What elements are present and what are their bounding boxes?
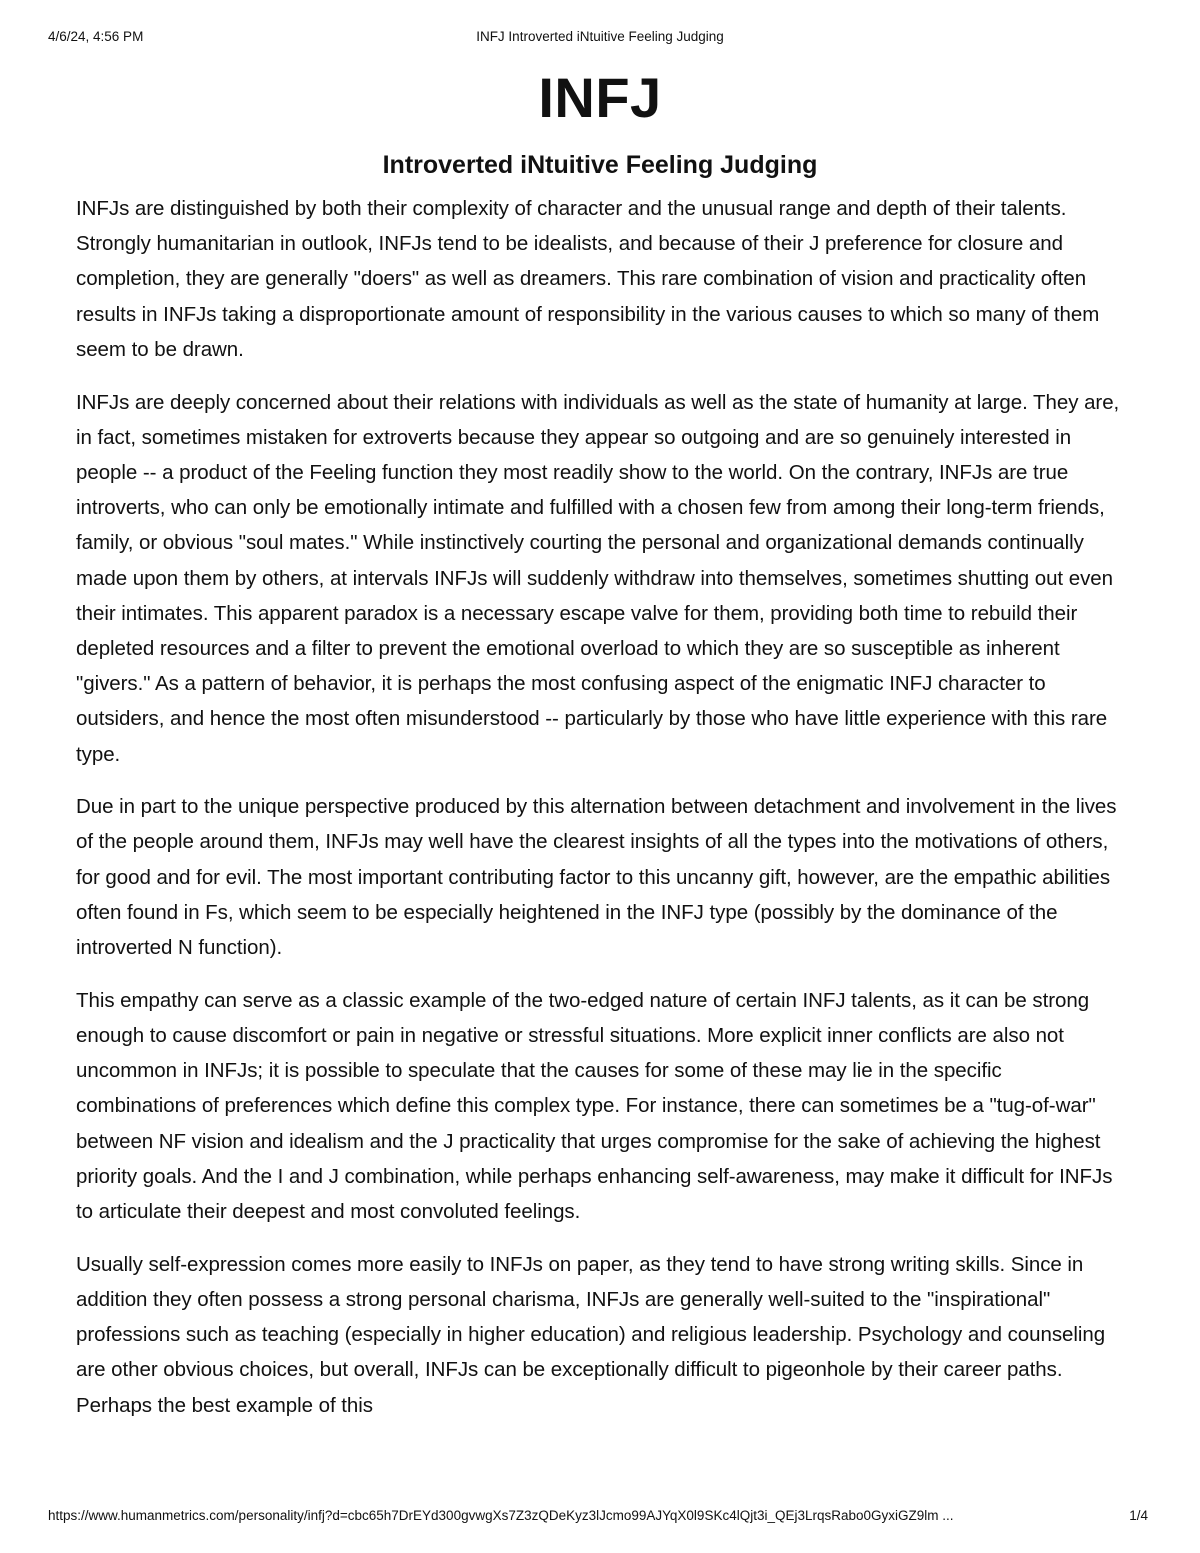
page-number: 1/4 [1129,1508,1148,1523]
source-url: https://www.humanmetrics.com/personality/infj?d=cbc65h7DrEYd300gvwgXs7Z3zQDeKyz3lJcmo99AJYqX0l9SKc4lQjt3i_QEj3LrqsRabo0GyxiGZ9lm ... [48,1508,954,1523]
page-subtitle: Introverted iNtuitive Feeling Judging [382,151,818,179]
print-header [48,29,1152,49]
paragraph: INFJs are distinguished by both their complexity of character and the unusual range and depth of their talents. Strongly humanitarian in outlook, INFJs tend to be idealists, and because of their J preference for closure and completion, they are generally "doers" as well as dreamers. This rare combination of vision and practicality often results in INFJs taking a disproportionate amount of responsibility in the various causes to which so many of them seem to be drawn. [76,197,1100,361]
article-body [76,191,1126,1423]
print-footer [48,1508,1152,1528]
paragraph: INFJs are deeply concerned about their relations with individuals as well as the state of humanity at large. They are, in fact, sometimes mistaken for extroverts because they appear so outgoing and are so genuinely interested in people -- a product of the Feeling function they most readily show to the world. On the contrary, INFJs are true introverts, who can only be emotionally intimate and fulfilled with a chosen few from among their long-term friends, family, or obvious "soul mates." While instinctively courting the personal and organizational demands continually made upon them by others, at intervals INFJs will suddenly withdraw into themselves, sometimes shutting out even their intimates. This apparent paradox is a necessary escape valve for them, providing both time to rebuild their depleted resources and a filter to prevent the emotional overload to which they are so susceptible as inherent "givers." As a pattern of behavior, it is perhaps the most confusing aspect of the enigmatic INFJ character to outsiders, and hence the most often misunderstood -- particularly by those who have little experience with this rare type. [76,390,1120,766]
page-title: INFJ [538,66,662,129]
paragraph: Usually self-expression comes more easily to INFJs on paper, as they tend to have strong writing skills. Since in addition they often possess a strong personal charisma, INFJs are generally well-suited to the "inspirational" professions such as teaching (especially in higher education) and religious leadership. Psychology and counseling are other obvious choices, but overall, INFJs can be exceptionally difficult to pigeonhole by their career paths. Perhaps the best example of this [76,1252,1106,1417]
paragraph: This empathy can serve as a classic example of the two-edged nature of certain INFJ talents, as it can be strong enough to cause discomfort or pain in negative or stressful situations. More explicit inner conflicts are also not uncommon in INFJs; it is possible to speculate that the causes for some of these may lie in the specific combinations of preferences which define this complex type. For instance, there can sometimes be a "tug-of-war" between NF vision and idealism and the J practicality that urges compromise for the sake of achieving the highest priority goals. And the I and J combination, while perhaps enhancing self-awareness, may make it difficult for INFJs to articulate their deepest and most convoluted feelings. [76,988,1113,1223]
print-document-title: INFJ Introverted iNtuitive Feeling Judging [476,29,724,44]
paragraph: Due in part to the unique perspective produced by this alternation between detachment and involvement in the lives of the people around them, INFJs may well have the clearest insights of all the types into the motivations of others, for good and for evil. The most important contributing factor to this uncanny gift, however, are the empathic abilities often found in Fs, which seem to be especially heightened in the INFJ type (possibly by the dominance of the introverted N function). [76,795,1117,960]
print-date: 4/6/24, 4:56 PM [48,29,144,44]
